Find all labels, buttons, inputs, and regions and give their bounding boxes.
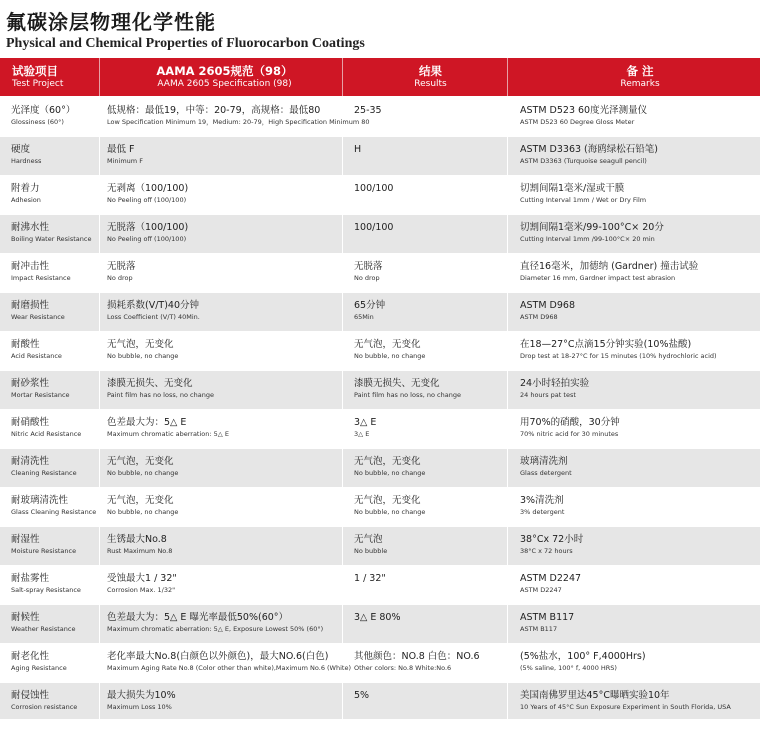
result-en: No bubble, no change	[354, 469, 426, 477]
header-label-cn: 结果	[419, 64, 442, 78]
result-cell	[343, 605, 508, 643]
header-label-cn: AAMA 2605规范（98）	[156, 64, 293, 78]
result-cell	[343, 644, 508, 682]
result-cn: 100/100	[354, 222, 394, 233]
specification-en: Maximum chromatic aberration: 5△ E	[107, 430, 229, 438]
test-item-en: Salt-spray Resistance	[11, 586, 81, 594]
specification-cell	[100, 566, 343, 604]
result-en: 3△ E	[354, 430, 370, 438]
table-row	[0, 605, 760, 644]
remark-cell	[508, 605, 760, 643]
result-en: Other colors: No.8 White:No.6	[354, 664, 452, 672]
test-item-en: Boiling Water Resistance	[11, 235, 92, 243]
test-item-cn: 耐砂浆性	[11, 378, 50, 389]
result-cn: 无气泡，无变化	[354, 495, 421, 506]
specification-cell	[100, 371, 343, 409]
table-row	[0, 215, 760, 254]
remark-cell	[508, 98, 760, 136]
specification-cn: 受蚀最大1 / 32"	[107, 573, 177, 584]
specification-cn: 色差最大为：5△ E 曝光率最低50%(60°）	[107, 612, 289, 623]
table-row	[0, 254, 760, 293]
remark-cn: 玻璃清洗剂	[520, 456, 568, 467]
specification-cn: 色差最大为：5△ E	[107, 417, 187, 428]
table-row	[0, 566, 760, 605]
test-item-cell	[0, 410, 100, 448]
test-item-cn: 耐酸性	[11, 339, 40, 350]
result-cell	[343, 176, 508, 214]
result-en: Paint film has no loss, no change	[354, 391, 461, 399]
remark-cn: (5%盐水，100° F,4000Hrs)	[520, 651, 646, 662]
remark-cell	[508, 137, 760, 175]
remark-cell	[508, 683, 760, 719]
remark-en: ASTM D523 60 Degree Gloss Meter	[520, 118, 635, 126]
test-item-cell	[0, 332, 100, 370]
result-cell	[343, 371, 508, 409]
test-item-en: Hardness	[11, 157, 42, 165]
page-title-en: Physical and Chemical Properties of Fluorocarbon Coatings	[6, 36, 365, 51]
table-row	[0, 176, 760, 215]
test-item-cell	[0, 215, 100, 253]
specification-cn: 无气泡，无变化	[107, 495, 174, 506]
remark-en: Cutting Interval 1mm /99-100°C× 20 min	[520, 235, 655, 243]
test-item-en: Impact Resistance	[11, 274, 71, 282]
test-item-en: Adhesion	[11, 196, 41, 204]
remark-cell	[508, 410, 760, 448]
test-item-cn: 耐玻璃清洗性	[11, 495, 69, 506]
remark-en: (5% saline, 100° f, 4000 HRS)	[520, 664, 617, 672]
remark-en: 10 Years of 45°C Sun Exposure Experiment in South Florida, USA	[520, 703, 731, 711]
specification-en: No Peeling off (100/100)	[107, 235, 187, 243]
remark-cell	[508, 332, 760, 370]
result-cell	[343, 449, 508, 487]
remark-en: ASTM D968	[520, 313, 558, 321]
specification-en: No drop	[107, 274, 133, 282]
result-cell	[343, 683, 508, 719]
test-item-cn: 耐老化性	[11, 651, 50, 662]
test-item-en: Moisture Resistance	[11, 547, 77, 555]
test-item-cell	[0, 98, 100, 136]
remark-cn: ASTM D968	[520, 300, 575, 311]
remark-cn: ASTM D3363 (海鸥绿松石铅笔)	[520, 144, 658, 155]
specification-cell	[100, 605, 343, 643]
remark-en: 70% nitric acid for 30 minutes	[520, 430, 619, 438]
result-cell	[343, 254, 508, 292]
specification-en: Rust Maximum No.8	[107, 547, 173, 555]
remark-cn: ASTM D2247	[520, 573, 582, 584]
test-item-cn: 耐清洗性	[11, 456, 50, 467]
header-specification	[100, 58, 343, 96]
specification-cn: 无脱落（100/100)	[107, 222, 189, 233]
test-item-cn: 耐沸水性	[11, 222, 50, 233]
specification-cell	[100, 449, 343, 487]
test-item-en: Glass Cleaning Resistance	[11, 508, 97, 516]
remark-cell	[508, 449, 760, 487]
specification-en: Corrosion Max. 1/32"	[107, 586, 176, 594]
remark-cn: 用70%的硝酸，30分钟	[520, 417, 620, 428]
result-cell	[343, 410, 508, 448]
result-cell	[343, 488, 508, 526]
test-item-cell	[0, 605, 100, 643]
result-cn: 5%	[354, 690, 370, 701]
test-item-cell	[0, 449, 100, 487]
remark-en: Glass detergent	[520, 469, 572, 477]
test-item-en: Weather Resistance	[11, 625, 76, 633]
result-cell	[343, 98, 508, 136]
table-row	[0, 683, 760, 720]
properties-table	[0, 58, 760, 720]
specification-cn: 最大损失为10%	[107, 690, 176, 701]
table-row	[0, 332, 760, 371]
test-item-cell	[0, 527, 100, 565]
remark-en: Diameter 16 mm, Gardner impact test abrasion	[520, 274, 676, 282]
test-item-en: Aging Resistance	[11, 664, 67, 672]
result-cell	[343, 137, 508, 175]
table-row	[0, 371, 760, 410]
result-en: No bubble	[354, 547, 388, 555]
test-item-cn: 耐湿性	[11, 534, 40, 545]
specification-cn: 无气泡，无变化	[107, 339, 174, 350]
remark-cell	[508, 293, 760, 331]
test-item-en: Acid Resistance	[11, 352, 62, 360]
specification-cell	[100, 527, 343, 565]
remark-cn: 切割间隔1毫米/湿或干膜	[520, 183, 625, 194]
test-item-cell	[0, 566, 100, 604]
test-item-en: Nitric Acid Resistance	[11, 430, 82, 438]
remark-cn: 切割间隔1毫米/99-100°C× 20分	[520, 222, 664, 233]
test-item-cn: 耐磨损性	[11, 300, 50, 311]
specification-cell	[100, 176, 343, 214]
specification-en: No bubble, no change	[107, 469, 179, 477]
result-cn: 100/100	[354, 183, 394, 194]
specification-cell	[100, 254, 343, 292]
table-row	[0, 644, 760, 683]
remark-cn: 美国南佛罗里达45°C曝晒实验10年	[520, 690, 670, 701]
result-en: No bubble, no change	[354, 352, 426, 360]
result-cn: H	[354, 144, 362, 155]
test-item-cn: 耐侵蚀性	[11, 690, 50, 701]
specification-cell	[100, 683, 343, 719]
test-item-cn: 耐硝酸性	[11, 417, 50, 428]
result-cn: 65分钟	[354, 300, 386, 311]
result-cn: 无气泡，无变化	[354, 456, 421, 467]
result-cn: 其他颜色：NO.8 白色：NO.6	[354, 651, 480, 662]
specification-cn: 生锈最大No.8	[107, 534, 167, 545]
result-cn: 1 / 32"	[354, 573, 386, 584]
test-item-cell	[0, 683, 100, 719]
specification-en: No bubble, no change	[107, 508, 179, 516]
test-item-cell	[0, 254, 100, 292]
test-item-cn: 光泽度（60°）	[11, 105, 76, 116]
test-item-cn: 耐候性	[11, 612, 40, 623]
specification-en: Loss Coefficient (V/T) 40Min.	[107, 313, 200, 321]
remark-cn: 在18—27°C点滴15分钟实验(10%盐酸)	[520, 339, 692, 350]
test-item-cell	[0, 176, 100, 214]
result-cn: 漆膜无损失、无变化	[354, 378, 440, 389]
result-cell	[343, 215, 508, 253]
test-item-cn: 耐冲击性	[11, 261, 50, 272]
specification-cn: 无气泡，无变化	[107, 456, 174, 467]
specification-cn: 老化率最大No.8(白颜色以外颜色)，最大NO.6(白色)	[107, 651, 329, 662]
remark-en: 38°C x 72 hours	[520, 547, 573, 555]
remark-en: ASTM B117	[520, 625, 558, 633]
test-item-en: Glossiness (60°)	[11, 118, 64, 126]
table-header	[0, 58, 760, 98]
result-cn: 无脱落	[354, 261, 383, 272]
specification-cell	[100, 644, 351, 682]
table-row	[0, 98, 760, 137]
result-cell	[343, 332, 508, 370]
remark-en: ASTM D2247	[520, 586, 562, 594]
remark-en: 24 hours pat test	[520, 391, 576, 399]
result-cell	[343, 527, 508, 565]
remark-cn: ASTM D523 60度光泽测量仪	[520, 105, 648, 116]
specification-en: Minimum F	[107, 157, 143, 165]
result-cell	[343, 566, 508, 604]
test-item-cell	[0, 644, 100, 682]
specification-cell	[100, 137, 343, 175]
remark-cell	[508, 527, 760, 565]
table-row	[0, 488, 760, 527]
result-en: No drop	[354, 274, 380, 282]
remark-cell	[508, 215, 760, 253]
remark-cn: 3%清洗剂	[520, 495, 564, 506]
page-title-cn: 氟碳涂层物理化学性能	[6, 10, 216, 34]
test-item-en: Mortar Resistance	[11, 391, 70, 399]
test-item-cn: 硬度	[11, 144, 31, 155]
specification-cn: 低规格：最低19，中等：20-79，高规格：最低80	[107, 105, 321, 116]
header-label-en: Remarks	[620, 79, 660, 89]
specification-cell	[100, 488, 343, 526]
table-row	[0, 137, 760, 176]
specification-en: Paint film has no loss, no change	[107, 391, 214, 399]
specification-en: Maximum chromatic aberration: 5△ E, Exposure Lowest 50% (60°)	[107, 625, 324, 633]
remark-cell	[508, 644, 760, 682]
specification-cell	[100, 215, 343, 253]
remark-en: Drop test at 18-27°C for 15 minutes (10% hydrochloric acid)	[520, 352, 717, 360]
specification-cn: 无脱落	[107, 261, 136, 272]
table-row	[0, 410, 760, 449]
test-item-cell	[0, 293, 100, 331]
specification-cell	[100, 332, 343, 370]
test-item-cn: 耐盐雾性	[11, 573, 50, 584]
specification-cn: 最低 F	[107, 144, 135, 155]
test-item-en: Wear Resistance	[11, 313, 65, 321]
header-label-en: Test Project	[12, 79, 64, 89]
result-cell	[343, 293, 508, 331]
specification-en: Maximum Aging Rate No.8 (Color other than white),Maximum No.6 (White)	[107, 664, 351, 672]
specification-cn: 无剥离（100/100)	[107, 183, 189, 194]
remark-cell	[508, 488, 760, 526]
specification-cn: 损耗系数(V/T)40分钟	[107, 300, 200, 311]
test-item-en: Corrosion resistance	[11, 703, 78, 711]
header-label-en: Results	[414, 79, 447, 89]
remark-cn: ASTM B117	[520, 612, 575, 623]
result-cn: 3△ E	[354, 417, 377, 428]
specification-en: No bubble, no change	[107, 352, 179, 360]
test-item-cell	[0, 137, 100, 175]
remark-cell	[508, 566, 760, 604]
table-body	[0, 98, 760, 720]
result-en: No bubble, no change	[354, 508, 426, 516]
specification-cell	[100, 410, 343, 448]
remark-en: Cutting Interval 1mm / Wet or Dry Film	[520, 196, 647, 204]
result-en: 65Min	[354, 313, 374, 321]
header-label-en: AAMA 2605 Specification (98)	[157, 79, 292, 89]
table-row	[0, 527, 760, 566]
remark-cn: 直径16毫米，加德纳 (Gardner) 撞击试验	[520, 261, 699, 272]
header-label-cn: 试验项目	[12, 64, 58, 78]
specification-cell	[100, 293, 343, 331]
specification-en: Maximum Loss 10%	[107, 703, 172, 711]
remark-cell	[508, 254, 760, 292]
remark-cell	[508, 371, 760, 409]
header-label-cn: 备 注	[626, 64, 654, 78]
specification-en: Low Specification Minimum 19，Medium: 20-79，High Specification Minimum 80	[107, 118, 370, 126]
result-cn: 3△ E 80%	[354, 612, 401, 623]
test-item-cell	[0, 488, 100, 526]
remark-cn: 24小时轻拍实验	[520, 378, 590, 389]
remark-en: ASTM D3363 (Turquoise seagull pencil)	[520, 157, 647, 165]
header-remarks	[508, 58, 760, 96]
table-row	[0, 293, 760, 332]
header-test-project	[0, 58, 100, 96]
remark-en: 3% detergent	[520, 508, 565, 516]
result-cn: 无气泡	[354, 534, 383, 545]
remark-cn: 38°Cx 72小时	[520, 534, 584, 545]
specification-cn: 漆膜无损失、无变化	[107, 378, 193, 389]
remark-cell	[508, 176, 760, 214]
test-item-cell	[0, 371, 100, 409]
header-results	[343, 58, 508, 96]
test-item-cn: 附着力	[11, 183, 40, 194]
table-row	[0, 449, 760, 488]
test-item-en: Cleaning Resistance	[11, 469, 77, 477]
specification-en: No Peeling off (100/100)	[107, 196, 187, 204]
result-cn: 无气泡，无变化	[354, 339, 421, 350]
result-cn: 25-35	[354, 105, 382, 116]
